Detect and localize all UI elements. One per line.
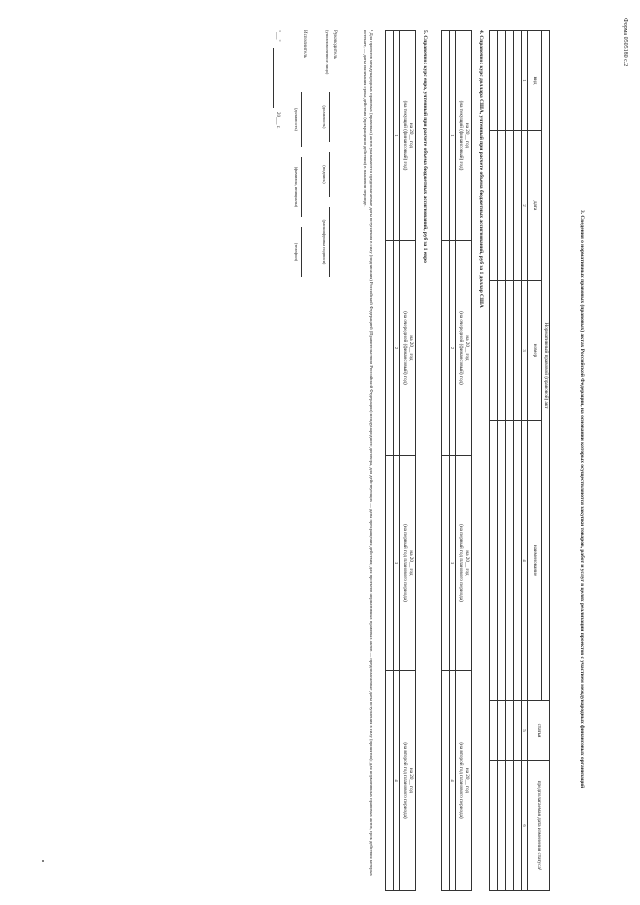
table-cell[interactable]	[489, 31, 497, 131]
head-label: Руководитель	[332, 30, 337, 60]
section4-num-3: 3	[449, 456, 455, 671]
section5-num-2: 2	[393, 241, 399, 456]
section5-col-3: на 20__ год (на первый год планового периода)	[400, 456, 416, 671]
table-cell[interactable]	[513, 131, 521, 281]
section3-col-4: наименование	[528, 421, 542, 701]
section5-col-4: на 20__ год (на второй год планового периода)	[400, 671, 416, 891]
table-cell[interactable]	[385, 456, 393, 671]
footnote: ¹ Для проектов международных правовых (правовых) актов указываются предполагаемые даты вступления в силу (подписания) Российской Федерацией (Правительством Российской Федерации) международного договора, для действующих — даты прекращения действия; для проектов нормативных правовых актов — предполагаемые даты вступления в силу (принятия); для нормативных правовых актов, срок действия которых истекает, — даты окончания срока действия (прекращения действия) в плановом периоде.	[363, 30, 374, 876]
table-cell[interactable]	[441, 671, 449, 891]
executor-position-field[interactable]	[301, 92, 302, 147]
table-cell[interactable]	[505, 31, 513, 131]
table-cell[interactable]	[513, 761, 521, 891]
table-cell[interactable]	[513, 421, 521, 701]
section4-heading: 4. Справочно: курс доллара США, учтенный при расчете объема бюджетных ассигнований, руб за 1 доллар США	[478, 30, 484, 308]
table-cell[interactable]	[441, 456, 449, 671]
table-cell[interactable]	[441, 241, 449, 456]
executor-label: Исполнитель	[302, 30, 307, 58]
table-cell[interactable]	[489, 421, 497, 701]
table-cell[interactable]	[489, 281, 497, 421]
head-caption-signature: (подпись)	[322, 165, 327, 184]
table-cell[interactable]	[497, 31, 505, 131]
section3-heading: 3. Сведения о нормативных правовых (правовых) актах Российской Федерации, на основании которых осуществляются закупки товаров, работ и услуг в целях реализации проектов с участием международных финансовых организаций	[579, 210, 585, 789]
scan-speck	[42, 860, 44, 862]
head-sublabel: (уполномоченное лицо)	[325, 30, 330, 75]
table-cell[interactable]	[497, 281, 505, 421]
section5-table	[385, 30, 416, 891]
section4-num-4: 4	[449, 671, 455, 891]
head-position-field[interactable]	[329, 92, 330, 142]
form-code: Форма 0505180 с.2	[622, 18, 628, 67]
head-caption-position: (должность)	[322, 105, 327, 129]
table-cell[interactable]	[489, 131, 497, 281]
section3-col-3: номер	[528, 281, 542, 421]
section4-col-3: на 20__ год (на первый год планового периода)	[456, 456, 472, 671]
head-signature-field[interactable]	[329, 152, 330, 197]
section4-num-1: 1	[449, 31, 455, 241]
section4-table	[441, 30, 472, 891]
head-caption-name: (расшифровка подписи)	[322, 219, 327, 265]
section3-num-6: 6	[521, 761, 527, 891]
section4-col-1: на 20__ год (на текущий (финансовый) год)	[456, 31, 472, 241]
table-cell[interactable]	[489, 761, 497, 891]
section3-num-3: 3	[521, 281, 527, 421]
section3-col-6: предполагаемая дата изменения статуса¹	[528, 761, 550, 891]
table-cell[interactable]	[489, 701, 497, 761]
table-cell[interactable]	[497, 421, 505, 701]
table-cell[interactable]	[513, 701, 521, 761]
section5-num-4: 4	[393, 671, 399, 891]
table-cell[interactable]	[385, 241, 393, 456]
executor-phone-field[interactable]	[301, 227, 302, 277]
date-year: 20___ г.	[275, 112, 280, 129]
executor-caption-position: (должность)	[294, 107, 299, 132]
table-cell[interactable]	[505, 701, 513, 761]
section3-table	[489, 30, 550, 891]
date-month-field[interactable]	[273, 48, 274, 108]
table-cell[interactable]	[497, 131, 505, 281]
table-cell[interactable]	[513, 281, 521, 421]
head-name-field[interactable]	[329, 207, 330, 277]
table-cell[interactable]	[385, 31, 393, 241]
executor-caption-name: (фамилия, инициалы)	[294, 166, 299, 208]
table-cell[interactable]	[505, 281, 513, 421]
section3-num-2: 2	[521, 131, 527, 281]
section5-col-1: на 20__ год (на текущий (финансовый) год)	[400, 31, 416, 241]
table-cell[interactable]	[497, 761, 505, 891]
section3-num-1: 1	[521, 31, 527, 131]
section5-num-3: 3	[393, 456, 399, 671]
section5-col-2: на 20__ год (на очередной (финансовый) год)	[400, 241, 416, 456]
table-cell[interactable]	[505, 421, 513, 701]
section4-col-2: на 20__ год (на очередной (финансовый) год)	[456, 241, 472, 456]
section4-num-2: 2	[449, 241, 455, 456]
section5-num-1: 1	[393, 31, 399, 241]
table-cell[interactable]	[505, 131, 513, 281]
executor-name-field[interactable]	[301, 157, 302, 217]
table-cell[interactable]	[441, 31, 449, 241]
section4-col-4: на 20__ год (на второй год планового периода)	[456, 671, 472, 891]
section3-group-header: Нормативный правовой (правовой) акт	[542, 31, 550, 701]
section3-col-2: дата	[528, 131, 542, 281]
table-cell[interactable]	[513, 31, 521, 131]
table-cell[interactable]	[497, 701, 505, 761]
table-cell[interactable]	[385, 671, 393, 891]
section5-heading: 5. Справочно: курс евро, учтенный при расчете объема бюджетных ассигнований, руб за 1 евро	[422, 30, 428, 263]
executor-caption-phone: (телефон)	[294, 242, 299, 262]
section3-col-1: вид	[528, 31, 542, 131]
table-cell[interactable]	[505, 761, 513, 891]
section3-num-4: 4	[521, 421, 527, 701]
date-day: "___"	[275, 30, 280, 42]
section3-col-5: статья	[528, 701, 550, 761]
section3-num-5: 5	[521, 701, 527, 761]
